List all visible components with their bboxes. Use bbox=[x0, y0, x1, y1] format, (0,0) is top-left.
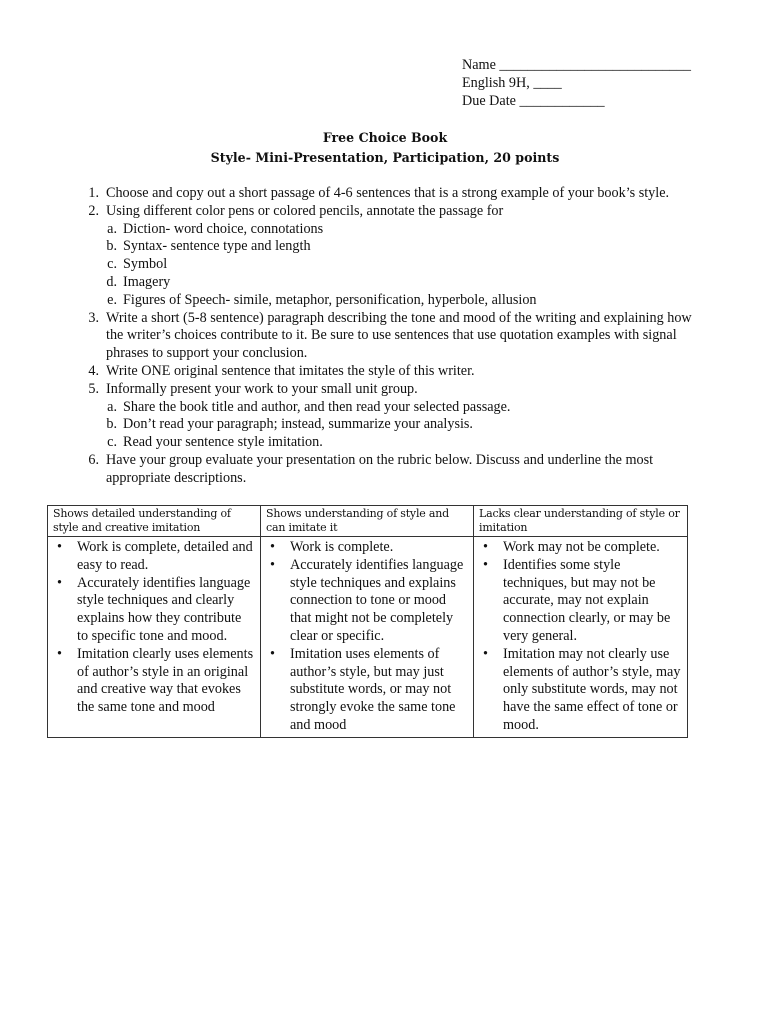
title-line-2: Style- Mini-Presentation, Participation, 20 points bbox=[210, 149, 560, 165]
step-text: Write a short (5-8 sentence) paragraph describing the tone and mood of the writing and explaining how the writer’s choices contribute to it. Be sure to use sentences that use quotation examples with signal phrases to support your conclusion. bbox=[106, 309, 692, 362]
rubric-column-heading: Shows detailed understanding of style and creative imitation bbox=[48, 506, 261, 537]
sub-step-letter: d. bbox=[106, 273, 117, 290]
sub-step-text: Syntax- sentence type and length bbox=[123, 238, 311, 255]
instruction-step bbox=[72, 203, 712, 310]
instruction-step bbox=[72, 185, 712, 203]
rubric-cell bbox=[474, 537, 688, 738]
due-date-line: Due Date ____________ bbox=[462, 92, 605, 109]
step-number: 5. bbox=[88, 380, 99, 397]
rubric-criterion: Accurately identifies language style techniques and clearly explains how they contribute to specific tone and mood. bbox=[77, 574, 251, 644]
rubric-bullet-item bbox=[53, 575, 255, 646]
rubric-column-heading: Shows understanding of style and can imitate it bbox=[261, 506, 474, 537]
rubric-criterion: Imitation clearly uses elements of author’s style in an original and creative way that evokes the same tone and mood bbox=[77, 645, 254, 716]
sub-step-list bbox=[90, 399, 712, 452]
sub-step bbox=[90, 238, 712, 256]
rubric-bullet-item bbox=[479, 557, 682, 646]
step-number: 4. bbox=[88, 362, 99, 379]
step-row bbox=[72, 310, 712, 363]
sub-step bbox=[90, 256, 712, 274]
instruction-step bbox=[72, 381, 712, 452]
rubric-header-row bbox=[48, 506, 688, 537]
rubric-bullet-list bbox=[53, 539, 255, 717]
bullet-point: • bbox=[57, 574, 62, 591]
rubric-bullet-list bbox=[479, 539, 682, 735]
sub-step-list bbox=[90, 221, 712, 310]
step-text: Using different color pens or colored pencils, annotate the passage for bbox=[106, 202, 504, 219]
step-row bbox=[72, 185, 712, 203]
rubric-bullet-item bbox=[266, 557, 468, 646]
sub-step-letter: a. bbox=[107, 220, 117, 237]
class-line: English 9H, ____ bbox=[462, 74, 562, 91]
sub-step-letter: b. bbox=[106, 416, 117, 433]
title-line-1: Free Choice Book bbox=[322, 130, 448, 145]
sub-step bbox=[90, 221, 712, 239]
bullet-point: • bbox=[483, 556, 488, 573]
rubric-bullet-item bbox=[266, 539, 468, 557]
sub-step-text: Diction- word choice, connotations bbox=[123, 220, 324, 237]
sub-step bbox=[90, 416, 712, 434]
name-line: Name ___________________________ bbox=[462, 57, 691, 73]
sub-step-text: Share the book title and author, and then read your selected passage. bbox=[123, 398, 511, 415]
instruction-list bbox=[72, 185, 712, 488]
rubric-criterion: Work is complete. bbox=[290, 539, 394, 555]
rubric-cell bbox=[261, 537, 474, 738]
step-text: Choose and copy out a short passage of 4-6 sentences that is a strong example of your book’s style. bbox=[106, 185, 670, 201]
rubric-criterion: Imitation may not clearly use elements of author’s style, may only substitute words, may not have the same effect of tone or mood. bbox=[503, 645, 681, 733]
sub-step-text: Imagery bbox=[123, 273, 171, 290]
step-number: 2. bbox=[88, 202, 99, 219]
rubric-criterion: Work may not be complete. bbox=[503, 539, 660, 555]
sub-step-text: Read your sentence style imitation. bbox=[123, 434, 323, 451]
rubric-bullet-list bbox=[266, 539, 468, 735]
rubric-criterion: Accurately identifies language style techniques and explains connection to tone or mood that might not be completely clear or specific. bbox=[290, 556, 464, 644]
rubric-table bbox=[47, 505, 688, 738]
sub-step-letter: b. bbox=[106, 238, 117, 255]
rubric-bullet-item bbox=[479, 646, 682, 735]
rubric-cell bbox=[48, 537, 261, 738]
step-row bbox=[72, 381, 712, 399]
sub-step bbox=[90, 292, 712, 310]
bullet-point: • bbox=[270, 645, 275, 662]
student-info-header bbox=[462, 57, 732, 110]
rubric-body-row bbox=[48, 537, 688, 738]
sub-step bbox=[90, 434, 712, 452]
bullet-point: • bbox=[483, 539, 488, 555]
rubric-criterion: Work is complete, detailed and easy to read. bbox=[77, 539, 253, 573]
sub-step bbox=[90, 274, 712, 292]
instruction-step bbox=[72, 452, 712, 488]
sub-step-letter: e. bbox=[107, 291, 117, 308]
step-row bbox=[72, 203, 712, 221]
step-row bbox=[72, 452, 712, 488]
step-text: Write ONE original sentence that imitates the style of this writer. bbox=[106, 362, 475, 379]
bullet-point: • bbox=[57, 539, 62, 555]
step-row bbox=[72, 363, 712, 381]
rubric-bullet-item bbox=[53, 646, 255, 717]
bullet-point: • bbox=[270, 539, 275, 555]
rubric-column-heading: Lacks clear understanding of style or imitation bbox=[474, 506, 688, 537]
rubric-criterion: Imitation uses elements of author’s style, but may just substitute words, or may not strongly evoke the same tone and mood bbox=[290, 645, 456, 733]
sub-step-text: Symbol bbox=[123, 256, 168, 273]
step-text: Informally present your work to your small unit group. bbox=[106, 380, 418, 397]
instruction-step bbox=[72, 310, 712, 363]
sub-step-letter: a. bbox=[107, 398, 117, 415]
sub-step bbox=[90, 399, 712, 417]
document-title bbox=[0, 128, 770, 167]
bullet-point: • bbox=[270, 556, 275, 573]
rubric-bullet-item bbox=[53, 539, 255, 575]
sub-step-text: Don’t read your paragraph; instead, summarize your analysis. bbox=[123, 416, 473, 433]
bullet-point: • bbox=[483, 645, 488, 662]
rubric-criterion: Identifies some style techniques, but may not be accurate, may not explain connection clearly, or may be very general. bbox=[503, 556, 671, 644]
bullet-point: • bbox=[57, 645, 62, 662]
step-number: 1. bbox=[88, 185, 99, 201]
step-number: 6. bbox=[88, 451, 99, 468]
sub-step-text: Figures of Speech- simile, metaphor, personification, hyperbole, allusion bbox=[123, 291, 537, 308]
sub-step-letter: c. bbox=[107, 434, 117, 451]
step-text: Have your group evaluate your presentation on the rubric below. Discuss and underline the most appropriate descriptions. bbox=[106, 451, 654, 486]
step-number: 3. bbox=[88, 309, 99, 326]
instruction-step bbox=[72, 363, 712, 381]
rubric-bullet-item bbox=[266, 646, 468, 735]
rubric-bullet-item bbox=[479, 539, 682, 557]
sub-step-letter: c. bbox=[107, 256, 117, 273]
